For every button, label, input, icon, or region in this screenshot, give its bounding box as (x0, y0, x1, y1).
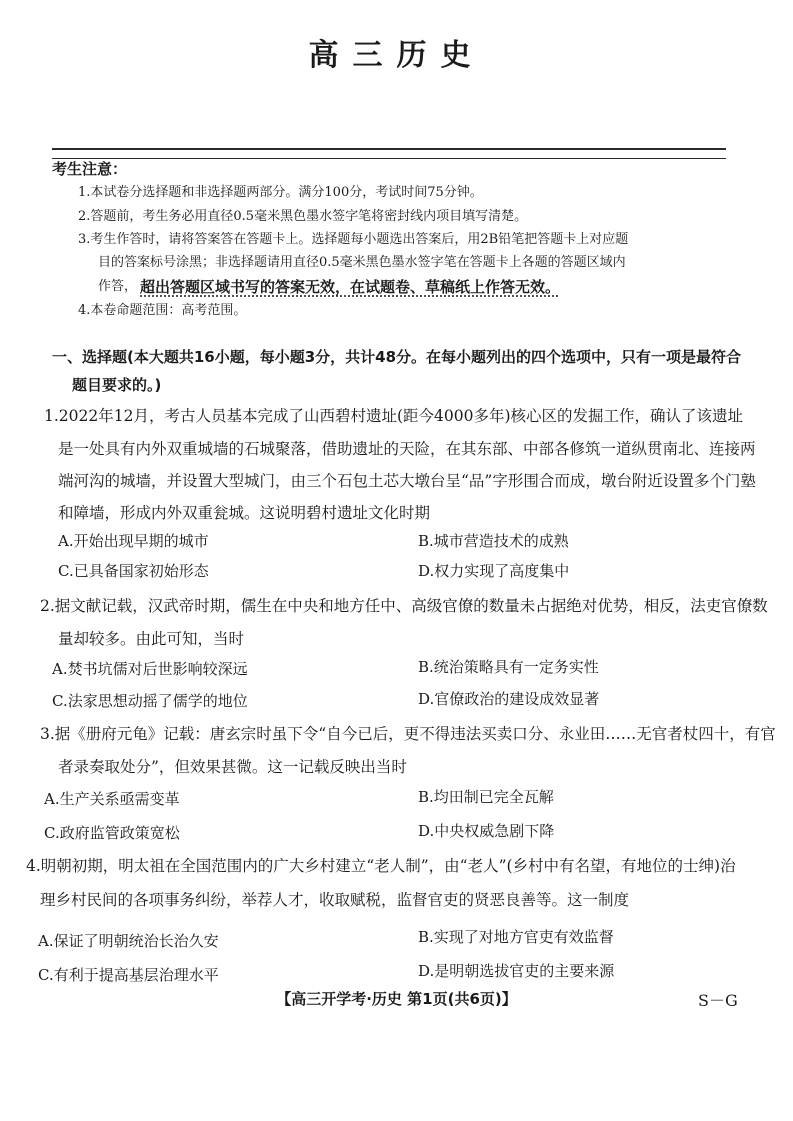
question-4-option-a[interactable]: A.保证了明朝统治长治久安 (38, 932, 219, 950)
question-1-stem: 是一处具有内外双重城墙的石城聚落，借助遗址的天险，在其东部、中部各修筑一道纵贯南北、连接两 (58, 440, 756, 458)
notice-item: 作答， (98, 279, 138, 294)
notice-item: 目的答案标号涂黑；非选择题请用直径0.5毫米黑色墨水签字笔在答题卡上各题的答题区域内 (98, 255, 626, 270)
question-3-option-c[interactable]: C.政府监管政策宽松 (44, 824, 180, 842)
question-2-option-c[interactable]: C.法家思想动摇了儒学的地位 (52, 692, 248, 710)
question-2-stem: 2.据文献记载，汉武帝时期，儒生在中央和地方任中、高级官僚的数量未占据绝对优势，相反，法吏官僚数 (40, 597, 768, 615)
question-1-stem: 端河沟的城墙，并设置大型城门，由三个石包土芯大墩台呈“品”字形围合而成，墩台附近设置多个门塾 (58, 472, 756, 490)
notice-heading: 考生注意： (52, 160, 128, 178)
question-3-option-b[interactable]: B.均田制已完全瓦解 (418, 788, 554, 806)
notice-item: 3.考生作答时，请将答案答在答题卡上。选择题每小题选出答案后，用2B铅笔把答题卡上对应题 (78, 232, 629, 247)
notice-emphasis: 超出答题区域书写的答案无效，在试题卷、草稿纸上作答无效。 (140, 278, 561, 296)
notice-item: 4.本卷命题范围：高考范围。 (78, 303, 247, 318)
page-footer: 【高三开学考·历史 第1页(共6页)】 (276, 990, 517, 1008)
page-title: 高三历史 (308, 38, 485, 73)
question-3-option-d[interactable]: D.中央权威急剧下降 (418, 822, 555, 840)
question-1-option-c[interactable]: C.已具备国家初始形态 (58, 562, 209, 580)
question-4-stem: 4.明朝初期，明太祖在全国范围内的广大乡村建立“老人制”，由“老人”(乡村中有名望，有地位的士绅)治 (26, 857, 736, 875)
question-2-option-b[interactable]: B.统治策略具有一定务实性 (418, 658, 599, 676)
question-1-option-b[interactable]: B.城市营造技术的成熟 (418, 532, 569, 550)
question-3-option-a[interactable]: A.生产关系亟需变革 (44, 790, 180, 808)
question-3-stem: 者录奏取处分”，但效果甚微。这一记载反映出当时 (58, 758, 407, 776)
question-1-stem: 和障墙，形成内外双重瓮城。这说明碧村遗址文化时期 (58, 504, 431, 522)
notice-item: 1.本试卷分选择题和非选择题两部分。满分100分，考试时间75分钟。 (78, 185, 483, 200)
question-1-option-d[interactable]: D.权力实现了高度集中 (418, 562, 570, 580)
question-2-stem: 量却较多。由此可知，当时 (58, 630, 245, 648)
paper-code: S－G (698, 991, 738, 1010)
question-1-stem: 1.2022年12月，考古人员基本完成了山西碧村遗址(距今4000多年)核心区的发掘工作，确认了该遗址 (44, 407, 744, 425)
question-4-option-b[interactable]: B.实现了对地方官吏有效监督 (418, 928, 614, 946)
section-heading: 题目要求的。) (72, 376, 162, 394)
question-4-option-c[interactable]: C.有利于提高基层治理水平 (38, 966, 219, 984)
question-1-option-a[interactable]: A.开始出现早期的城市 (58, 532, 209, 550)
question-2-option-a[interactable]: A.焚书坑儒对后世影响较深远 (52, 660, 248, 678)
question-4-stem: 理乡村民间的各项事务纠纷，举荐人才，收取赋税，监督官吏的贤恶良善等。这一制度 (40, 891, 630, 909)
section-heading: 一、选择题(本大题共16小题，每小题3分，共计48分。在每小题列出的四个选项中，只有一项是最符合 (52, 348, 742, 366)
question-4-option-d[interactable]: D.是明朝选拔官吏的主要来源 (418, 962, 615, 980)
notice-item: 2.答题前，考生务必用直径0.5毫米黑色墨水签字笔将密封线内项目填写清楚。 (78, 209, 528, 224)
header-rule-thick (52, 148, 726, 150)
question-3-stem: 3.据《册府元龟》记载：唐玄宗时虽下令“自今已后，更不得违法买卖口分、永业田……无官者杖四十，有官 (40, 725, 776, 743)
header-rule-thin (52, 158, 726, 159)
question-2-option-d[interactable]: D.官僚政治的建设成效显著 (418, 690, 600, 708)
